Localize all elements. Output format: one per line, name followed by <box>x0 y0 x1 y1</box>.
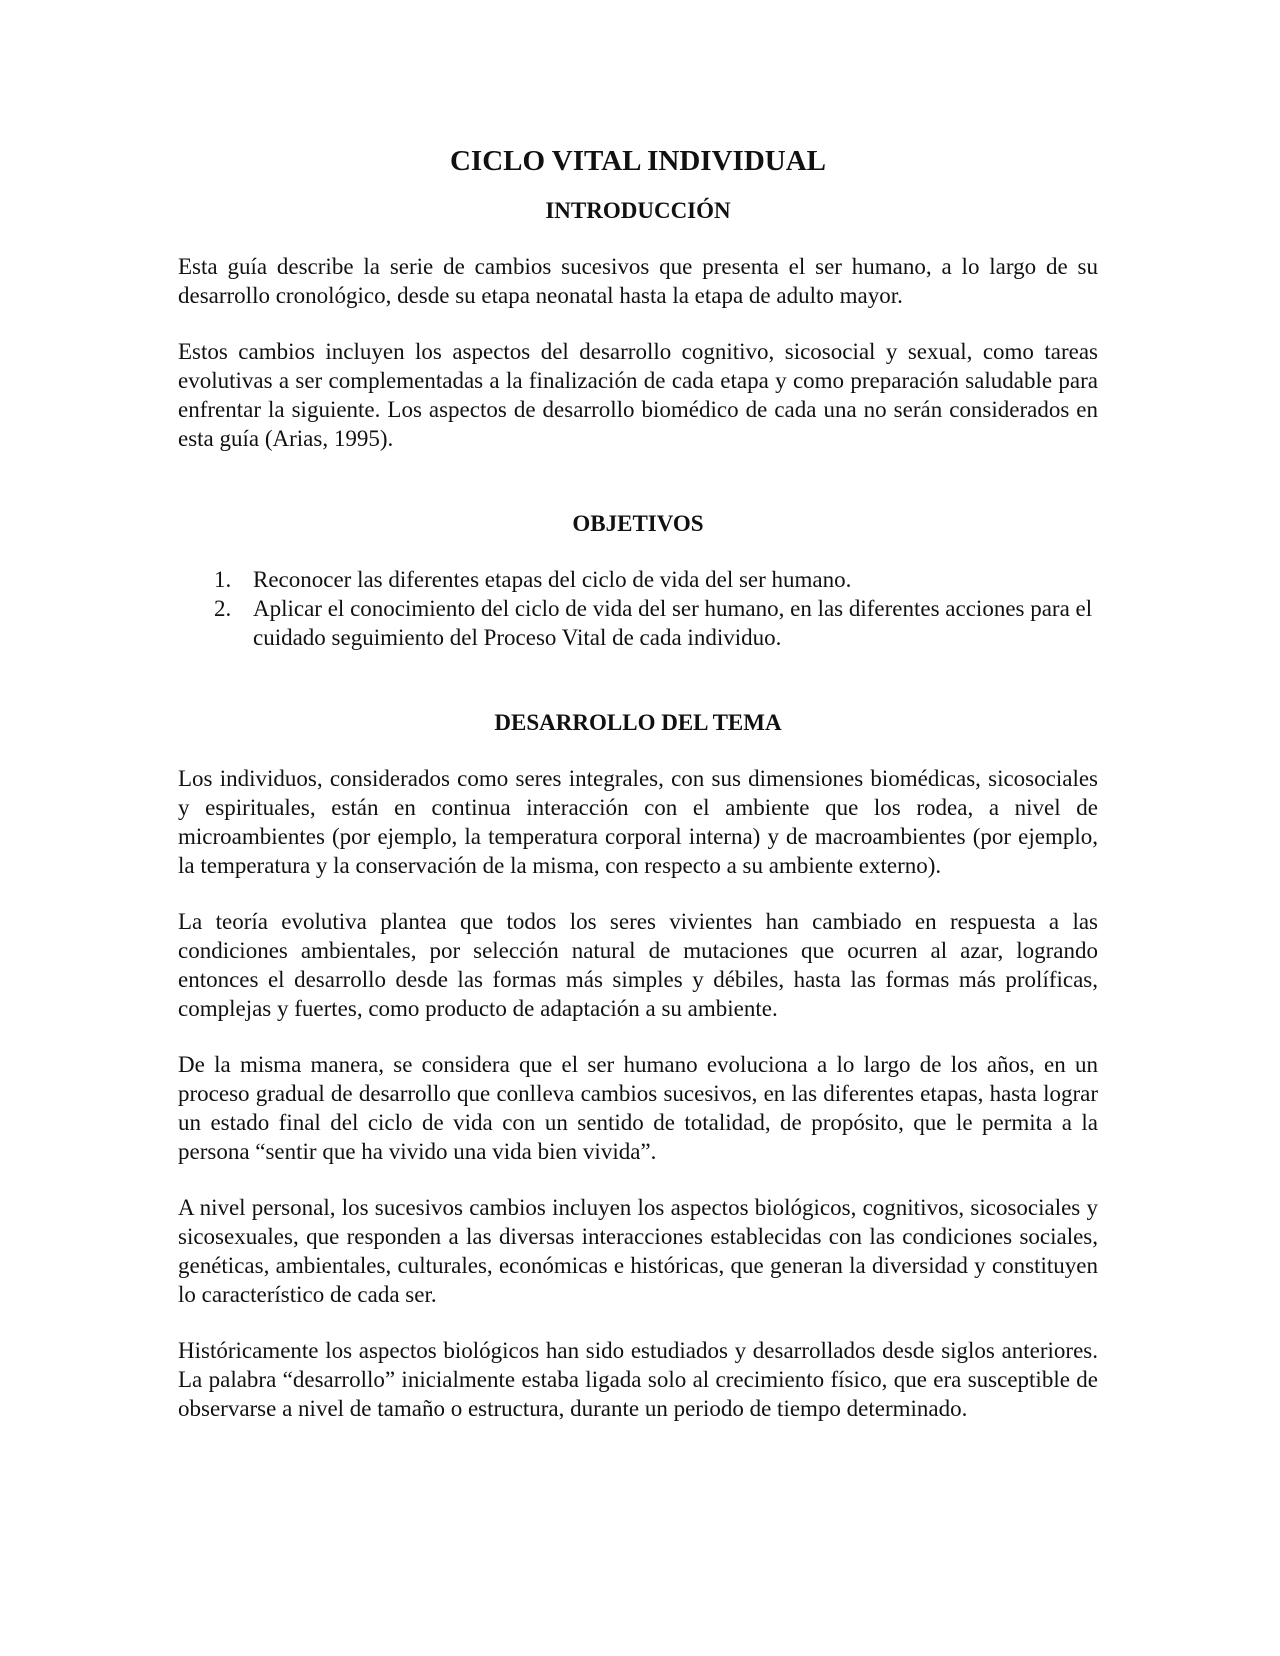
introduction-paragraph: Estos cambios incluyen los aspectos del desarrollo cognitivo, sicosocial y sexual, como tareas evolutivas a ser complementadas a la finalización de cada etapa y como preparación saludable para enfrentar la siguiente. Los aspectos de desarrollo biomédico de cada una no serán considerados en esta guía (Arias, 1995). <box>178 339 1098 451</box>
objective-item <box>178 565 1098 594</box>
development-paragraph: La teoría evolutiva plantea que todos los seres vivientes han cambiado en respuesta a las condiciones ambientales, por selección natural de mutaciones que ocurren al azar, logrando entonces el desarrollo desde las formas más simples y débiles, hasta las formas más prolíficas, complejas y fuertes, como producto de adaptación a su ambiente. <box>178 909 1098 1021</box>
document-content <box>178 142 1098 1423</box>
objectives-heading: OBJETIVOS <box>572 511 704 536</box>
objective-item <box>178 594 1098 652</box>
introduction-paragraph: Esta guía describe la serie de cambios sucesivos que presenta el ser humano, a lo largo de su desarrollo cronológico, desde su etapa neonatal hasta la etapa de adulto mayor. <box>178 254 1098 308</box>
objectives-list <box>178 565 1098 652</box>
development-paragraph: Los individuos, considerados como seres integrales, con sus dimensiones biomédicas, sicosociales y espirituales, están en continua interacción con el ambiente que los rodea, a nivel de microambientes (por ejemplo, la temperatura corporal interna) y de macroambientes (por ejemplo, la temperatura y la conservación de la misma, con respecto a su ambiente externo). <box>178 766 1098 878</box>
objective-number: 2. <box>214 596 232 621</box>
development-paragraph: Históricamente los aspectos biológicos han sido estudiados y desarrollados desde siglos anteriores. La palabra “desarrollo” inicialmente estaba ligada solo al crecimiento físico, que era susceptible de observarse a nivel de tamaño o estructura, durante un periodo de tiempo determinado. <box>178 1338 1098 1421</box>
development-heading: DESARROLLO DEL TEMA <box>494 710 782 735</box>
objective-number: 1. <box>214 567 232 592</box>
introduction-heading: INTRODUCCIÓN <box>545 198 731 223</box>
objective-text: Aplicar el conocimiento del ciclo de vida del ser humano, en las diferentes acciones para el cuidado seguimiento del Proceso Vital de cada individuo. <box>253 596 1093 650</box>
development-paragraph: De la misma manera, se considera que el ser humano evoluciona a lo largo de los años, en un proceso gradual de desarrollo que conlleva cambios sucesivos, en las diferentes etapas, hasta lograr un estado final del ciclo de vida con un sentido de totalidad, de propósito, que le permita a la persona “sentir que ha vivido una vida bien vivida”. <box>178 1052 1098 1164</box>
objective-text: Reconocer las diferentes etapas del ciclo de vida del ser humano. <box>253 567 852 592</box>
development-paragraph: A nivel personal, los sucesivos cambios incluyen los aspectos biológicos, cognitivos, sicosociales y sicosexuales, que responden a las diversas interacciones establecidas con las condiciones sociales, genéticas, ambientales, culturales, económicas e históricas, que generan la diversidad y constituyen lo característico de cada ser. <box>178 1195 1098 1307</box>
document-title: CICLO VITAL INDIVIDUAL <box>449 145 826 177</box>
